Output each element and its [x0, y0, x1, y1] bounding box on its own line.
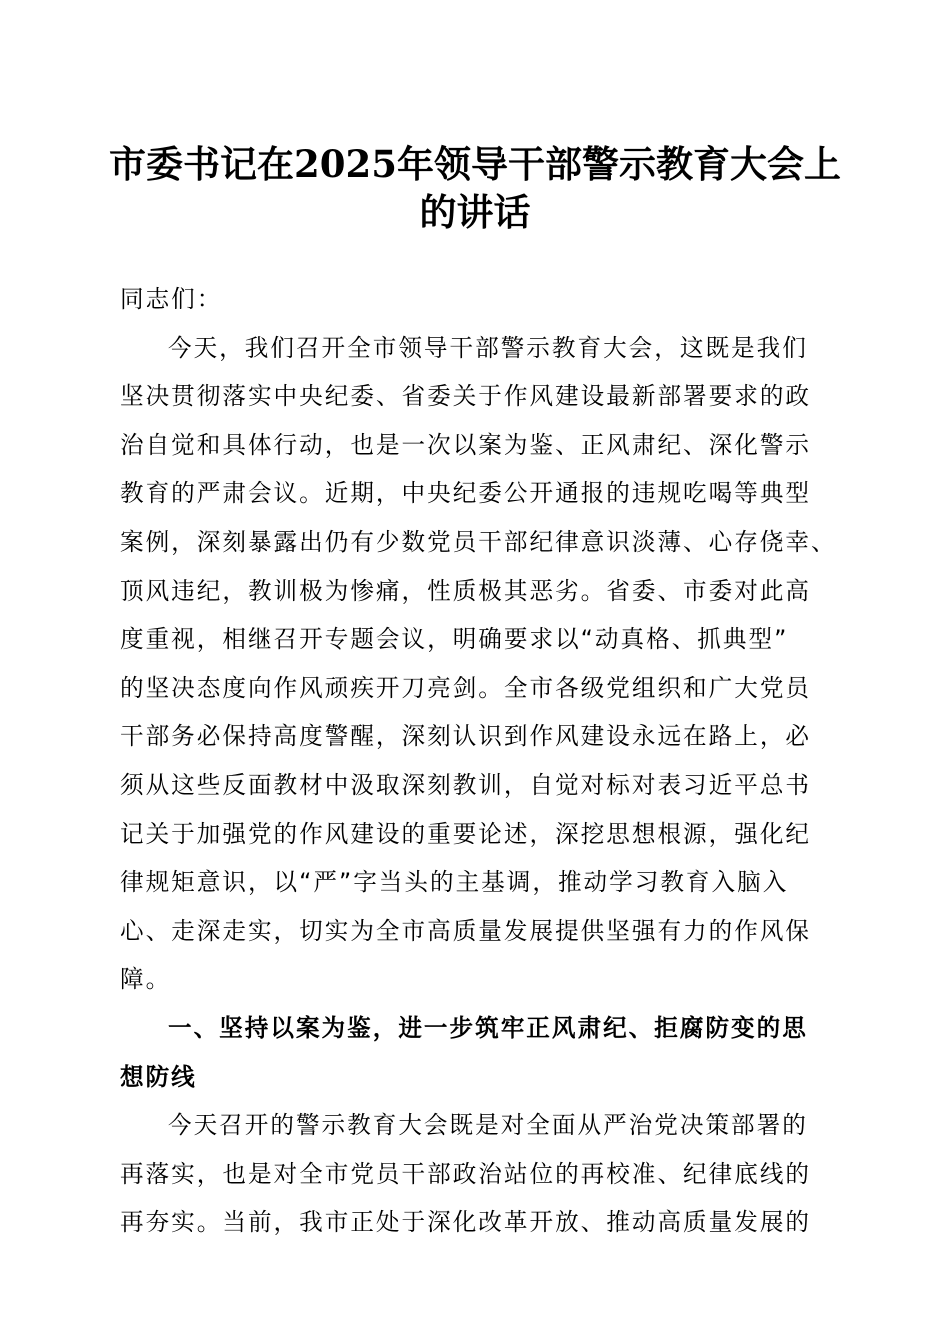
paragraph-line: 治自觉和具体行动，也是一次以案为鉴、正风肃纪、深化警示 — [120, 430, 812, 459]
paragraph-line: 干部务必保持高度警醒，深刻认识到作风建设永远在路上，必 — [120, 722, 812, 751]
paragraph-line: 心、走深走实，切实为全市高质量发展提供坚强有力的作风保 — [120, 916, 812, 945]
paragraph-line: 须从这些反面教材中汲取深刻教训，自觉对标对表习近平总书 — [120, 770, 812, 799]
title-line-1: 市委书记在2025年领导干部警示教育大会上 — [109, 142, 841, 186]
paragraph-line: 今天召开的警示教育大会既是对全面从严治党决策部署的 — [168, 1111, 808, 1140]
paragraph-line: 坚决贯彻落实中央纪委、省委关于作风建设最新部署要求的政 — [120, 382, 812, 411]
section-heading-1 — [120, 1004, 832, 1101]
paragraph-line: 再落实，也是对全市党员干部政治站位的再校准、纪律底线的 — [120, 1159, 812, 1188]
heading-line: 想防线 — [120, 1062, 197, 1091]
heading-line: 一、坚持以案为鉴，进一步筑牢正风肃纪、拒腐防变的思 — [168, 1013, 808, 1042]
paragraph-line: 案例，深刻暴露出仍有少数党员干部纪律意识淡薄、心存侥幸、 — [120, 527, 837, 556]
title-line-2: 的讲话 — [419, 190, 531, 234]
paragraph-line: 的坚决态度向作风顽疾开刀亮剑。全市各级党组织和广大党员 — [120, 673, 812, 702]
salutation: 同志们： — [120, 285, 223, 313]
paragraph-intro — [120, 324, 837, 1004]
paragraph-line: 度重视，相继召开专题会议，明确要求以“动真格、抓典型” — [120, 625, 789, 654]
paragraph-line: 教育的严肃会议。近期，中央纪委公开通报的违规吃喝等典型 — [120, 479, 812, 508]
paragraph-line: 障。 — [120, 965, 172, 994]
paragraph-section-1 — [120, 1101, 832, 1247]
paragraph-line: 记关于加强党的作风建设的重要论述，深挖思想根源，强化纪 — [120, 819, 812, 848]
paragraph-line: 再夯实。当前，我市正处于深化改革开放、推动高质量发展的 — [120, 1208, 812, 1237]
document-title — [100, 140, 850, 236]
paragraph-line: 顶风违纪，教训极为惨痛，性质极其恶劣。省委、市委对此高 — [120, 576, 812, 605]
paragraph-line: 律规矩意识，以“严”字当头的主基调，推动学习教育入脑入 — [120, 868, 789, 897]
paragraph-line: 今天，我们召开全市领导干部警示教育大会，这既是我们 — [168, 333, 808, 362]
document-body — [120, 275, 837, 1247]
